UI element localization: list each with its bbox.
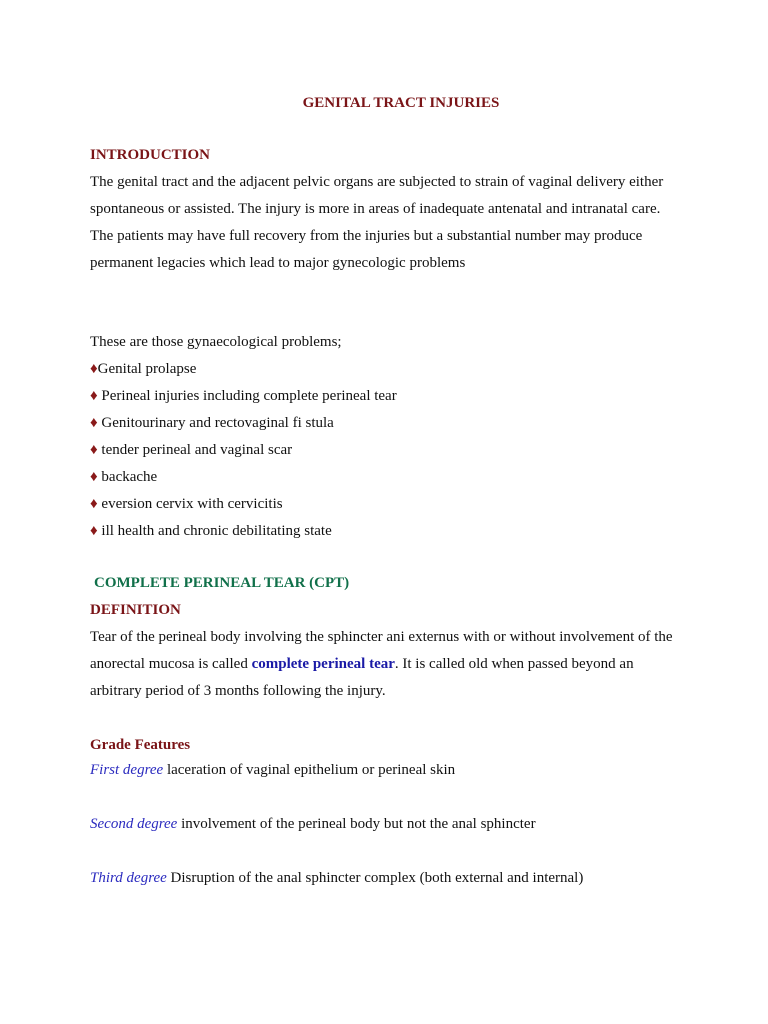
grade-description: laceration of vaginal epithelium or perineal skin bbox=[163, 762, 456, 778]
grade-row bbox=[90, 814, 536, 834]
definition-highlight: complete perineal tear bbox=[251, 656, 395, 672]
list-item bbox=[90, 413, 334, 433]
diamond-bullet-icon: ♦ bbox=[90, 496, 98, 512]
grade-row bbox=[90, 760, 455, 780]
grade-description: involvement of the perineal body but not the anal sphincter bbox=[177, 816, 536, 832]
grade-row bbox=[90, 868, 583, 888]
cpt-heading: COMPLETE PERINEAL TEAR (CPT) bbox=[94, 575, 350, 591]
diamond-bullet-icon: ♦ bbox=[90, 361, 98, 377]
introduction-heading: INTRODUCTION bbox=[90, 147, 211, 163]
definition-line-2 bbox=[90, 654, 634, 674]
list-item bbox=[90, 359, 196, 379]
document-title: GENITAL TRACT INJURIES bbox=[302, 95, 500, 111]
list-item bbox=[90, 467, 157, 487]
definition-heading: DEFINITION bbox=[90, 602, 181, 618]
list-item-text: Genitourinary and rectovaginal fi stula bbox=[97, 415, 334, 431]
diamond-bullet-icon: ♦ bbox=[90, 442, 98, 458]
definition-line-1: Tear of the perineal body involving the sphincter ani externus with or without involvement of the bbox=[90, 629, 673, 645]
definition-text: . It is called old when passed beyond an bbox=[394, 656, 634, 672]
list-item-text: Perineal injuries including complete perineal tear bbox=[97, 388, 397, 404]
diamond-bullet-icon: ♦ bbox=[90, 469, 98, 485]
diamond-bullet-icon: ♦ bbox=[90, 388, 98, 404]
problems-intro: These are those gynaecological problems; bbox=[90, 334, 342, 350]
list-item bbox=[90, 521, 332, 541]
diamond-bullet-icon: ♦ bbox=[90, 415, 98, 431]
list-item bbox=[90, 440, 292, 460]
diamond-bullet-icon: ♦ bbox=[90, 523, 98, 539]
grade-features-heading: Grade Features bbox=[90, 737, 191, 753]
grade-degree-label: Second degree bbox=[90, 816, 178, 832]
list-item-text: ill health and chronic debilitating state bbox=[97, 523, 332, 539]
list-item bbox=[90, 494, 283, 514]
intro-line-4: permanent legacies which lead to major gynecologic problems bbox=[90, 255, 466, 271]
grade-description: Disruption of the anal sphincter complex (both external and internal) bbox=[166, 870, 584, 886]
definition-line-3: arbitrary period of 3 months following the injury. bbox=[90, 683, 386, 699]
list-item-text: eversion cervix with cervicitis bbox=[97, 496, 283, 512]
grade-degree-label: Third degree bbox=[90, 870, 167, 886]
grade-degree-label: First degree bbox=[90, 762, 164, 778]
intro-line-3: The patients may have full recovery from the injuries but a substantial number may produce bbox=[90, 228, 643, 244]
list-item-text: tender perineal and vaginal scar bbox=[97, 442, 293, 458]
list-item bbox=[90, 386, 397, 406]
list-item-text: Genital prolapse bbox=[97, 361, 197, 377]
intro-line-2: spontaneous or assisted. The injury is more in areas of inadequate antenatal and intranatal care. bbox=[90, 201, 661, 217]
definition-text: anorectal mucosa is called bbox=[90, 656, 252, 672]
list-item-text: backache bbox=[97, 469, 158, 485]
intro-line-1: The genital tract and the adjacent pelvic organs are subjected to strain of vaginal delivery either bbox=[90, 174, 664, 190]
